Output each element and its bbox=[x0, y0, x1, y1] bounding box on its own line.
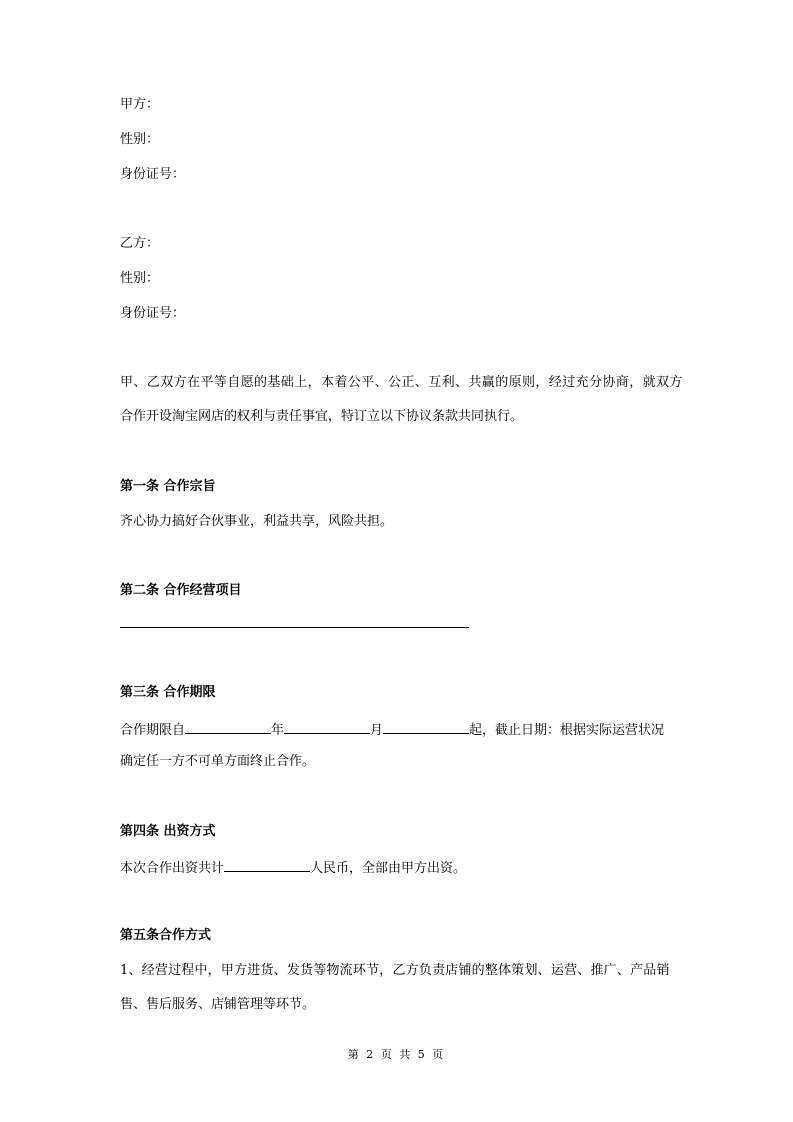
party-a-gender-label: 性别： bbox=[120, 132, 160, 147]
article-1-text: 齐心协力搞好合伙事业，利益共享，风险共担。 bbox=[120, 514, 394, 529]
term-line-2: 确定任一方不可单方面终止合作。 bbox=[120, 754, 316, 769]
investment-prefix: 本次合作出资共计 bbox=[120, 861, 225, 876]
preamble-line-2: 合作开设淘宝网店的权利与责任事宜，特订立以下协议条款共同执行。 bbox=[120, 409, 524, 424]
month-label: 月 bbox=[370, 723, 384, 738]
article-2-title: 第二条 合作经营项目 bbox=[120, 583, 242, 598]
party-b-id-label: 身份证号： bbox=[120, 306, 186, 321]
page-number-footer: 第 2 页 共 5 页 bbox=[347, 1048, 446, 1061]
investment-suffix: 人民币，全部由甲方出资。 bbox=[310, 861, 467, 876]
start-year-blank bbox=[185, 721, 271, 734]
start-day-blank bbox=[383, 721, 469, 734]
project-blank-line bbox=[120, 627, 469, 628]
investment-amount-blank bbox=[224, 859, 310, 872]
article-5-item-1-line-1: 1、经营过程中，甲方进货、发货等物流环节，乙方负责店铺的整体策划、运营、推广、产品销 bbox=[120, 963, 670, 978]
investment-line bbox=[120, 859, 466, 875]
party-b-gender-label: 性别： bbox=[120, 271, 160, 286]
party-b-label: 乙方： bbox=[120, 236, 160, 251]
term-prefix: 合作期限自 bbox=[120, 723, 186, 738]
article-3-title: 第三条 合作期限 bbox=[120, 685, 216, 700]
term-suffix: 起，截止日期：根据实际运营状况 bbox=[469, 723, 665, 738]
article-5-item-1-line-2: 售、售后服务、店铺管理等环节。 bbox=[120, 997, 316, 1012]
article-4-title: 第四条 出资方式 bbox=[120, 824, 216, 839]
article-1-title: 第一条 合作宗旨 bbox=[120, 479, 216, 494]
start-month-blank bbox=[284, 721, 370, 734]
year-label: 年 bbox=[271, 723, 285, 738]
party-a-label: 甲方： bbox=[120, 97, 160, 112]
article-5-title: 第五条合作方式 bbox=[120, 928, 212, 943]
preamble-line-1: 甲、乙双方在平等自愿的基础上，本着公平、公正、互利、共赢的原则，经过充分协商，就双方 bbox=[120, 375, 683, 390]
party-a-id-label: 身份证号： bbox=[120, 167, 186, 182]
term-line-1 bbox=[120, 721, 664, 737]
